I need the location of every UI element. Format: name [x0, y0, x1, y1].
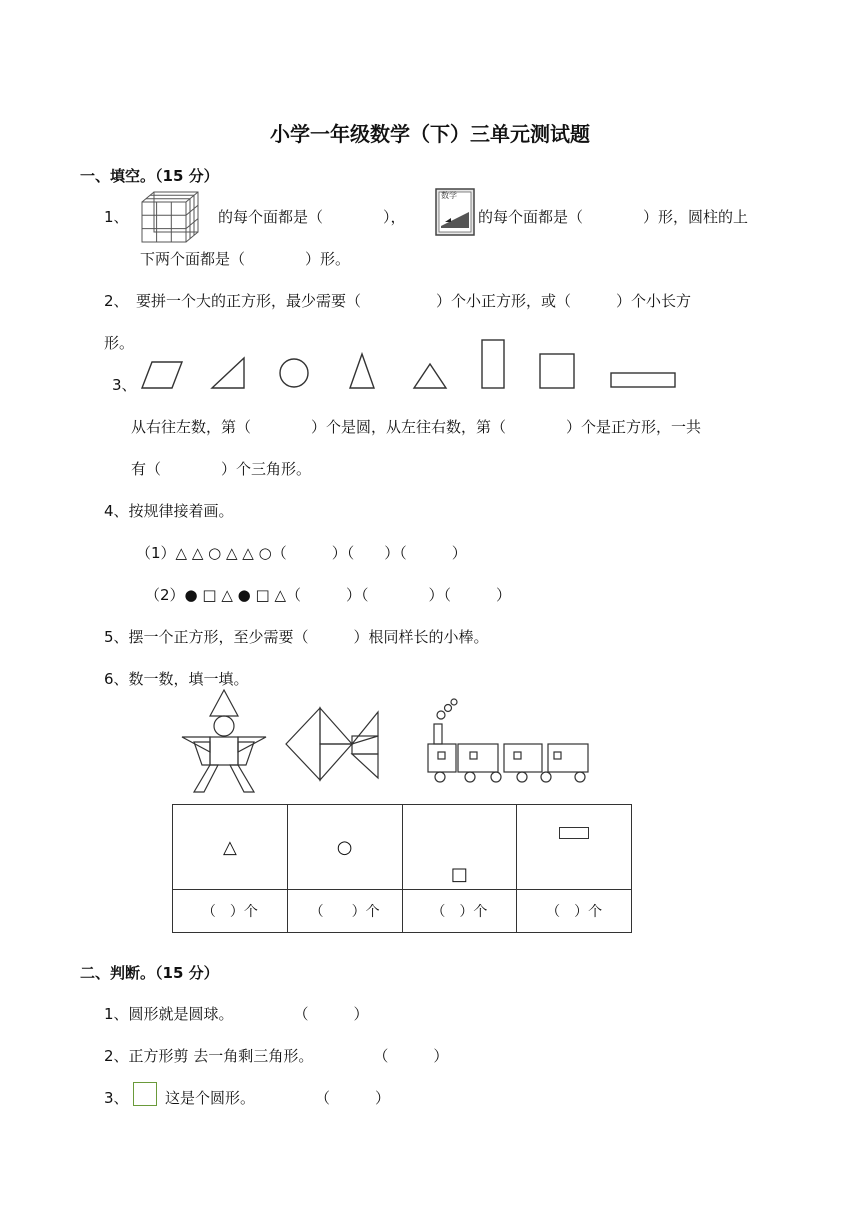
q1-text-b: 的每个面都是（ ）形，圆柱的上 — [478, 208, 749, 226]
section1-heading: 一、填空。（15 分） — [80, 167, 219, 185]
long-rectangle-shape — [611, 373, 675, 387]
q1-text-a: 的每个面都是（ ）， — [218, 208, 406, 226]
q1-text-c: 下两个面都是（ ）形。 — [140, 250, 351, 268]
circle-symbol: ○ — [336, 836, 353, 858]
judge-q3-number: 3、 — [104, 1089, 129, 1107]
cell-square — [402, 805, 517, 890]
q3-text-b: 有（ ）个三角形。 — [131, 460, 312, 478]
small-triangle-shape — [414, 364, 446, 388]
cube-grid-image — [140, 190, 202, 246]
q3-number: 3、 — [112, 376, 137, 394]
answer-square-count[interactable]: （ ）个 — [402, 890, 517, 933]
q5-text: 5、摆一个正方形，至少需要（ ）根同样长的小棒。 — [104, 628, 489, 646]
q1-number: 1、 — [104, 208, 129, 226]
cell-circle — [287, 805, 402, 890]
square-shape — [540, 354, 574, 388]
train-figure — [424, 696, 594, 784]
q2-text-b: 形。 — [104, 334, 135, 352]
math-book-label: 数学 — [441, 191, 457, 200]
answer-triangle-count[interactable]: （ ）个 — [173, 890, 288, 933]
q2-text-a: 2、 要拼一个大的正方形，最少需要（ ）个小正方形，或（ ）个小长方 — [104, 292, 692, 310]
section2-heading: 二、判断。（15 分） — [80, 964, 219, 982]
answer-circle-count[interactable]: （ ）个 — [287, 890, 402, 933]
count-table — [172, 804, 632, 933]
robot-figure — [180, 688, 270, 794]
fish-figure — [284, 706, 384, 782]
right-triangle-shape — [212, 358, 244, 388]
q4-row1: （1）△ △ ○ △ △ ○（ ）（ ）（ ） — [136, 544, 467, 562]
square-symbol: □ — [450, 864, 468, 885]
page-title: 小学一年级数学（下）三单元测试题 — [270, 122, 590, 146]
judge-q3-text: 这是个圆形。 （ ） — [165, 1089, 391, 1107]
q3-shapes-row — [138, 338, 683, 393]
q4-row2: （2）● □ △ ● □ △（ ）（ ）（ ） — [145, 586, 511, 604]
parallelogram-shape — [142, 362, 182, 388]
tall-rectangle-shape — [482, 340, 504, 388]
judge-q1: 1、圆形就是圆球。 （ ） — [104, 1005, 369, 1023]
q3-text-a: 从右往左数，第（ ）个是圆，从左往右数，第（ ）个是正方形，一共 — [131, 418, 702, 436]
judge-q2: 2、正方形剪 去一角剩三角形。 （ ） — [104, 1047, 449, 1065]
q6-heading: 6、数一数，填一填。 — [104, 670, 249, 688]
green-square-image — [133, 1082, 157, 1106]
triangle-symbol: △ — [222, 836, 237, 858]
answer-rectangle-count[interactable]: （ ）个 — [517, 890, 632, 933]
tall-triangle-shape — [350, 354, 374, 388]
rectangle-symbol — [559, 827, 589, 839]
q4-heading: 4、按规律接着画。 — [104, 502, 234, 520]
circle-shape — [280, 359, 308, 387]
cell-triangle — [173, 805, 288, 890]
cell-rectangle — [517, 805, 632, 890]
